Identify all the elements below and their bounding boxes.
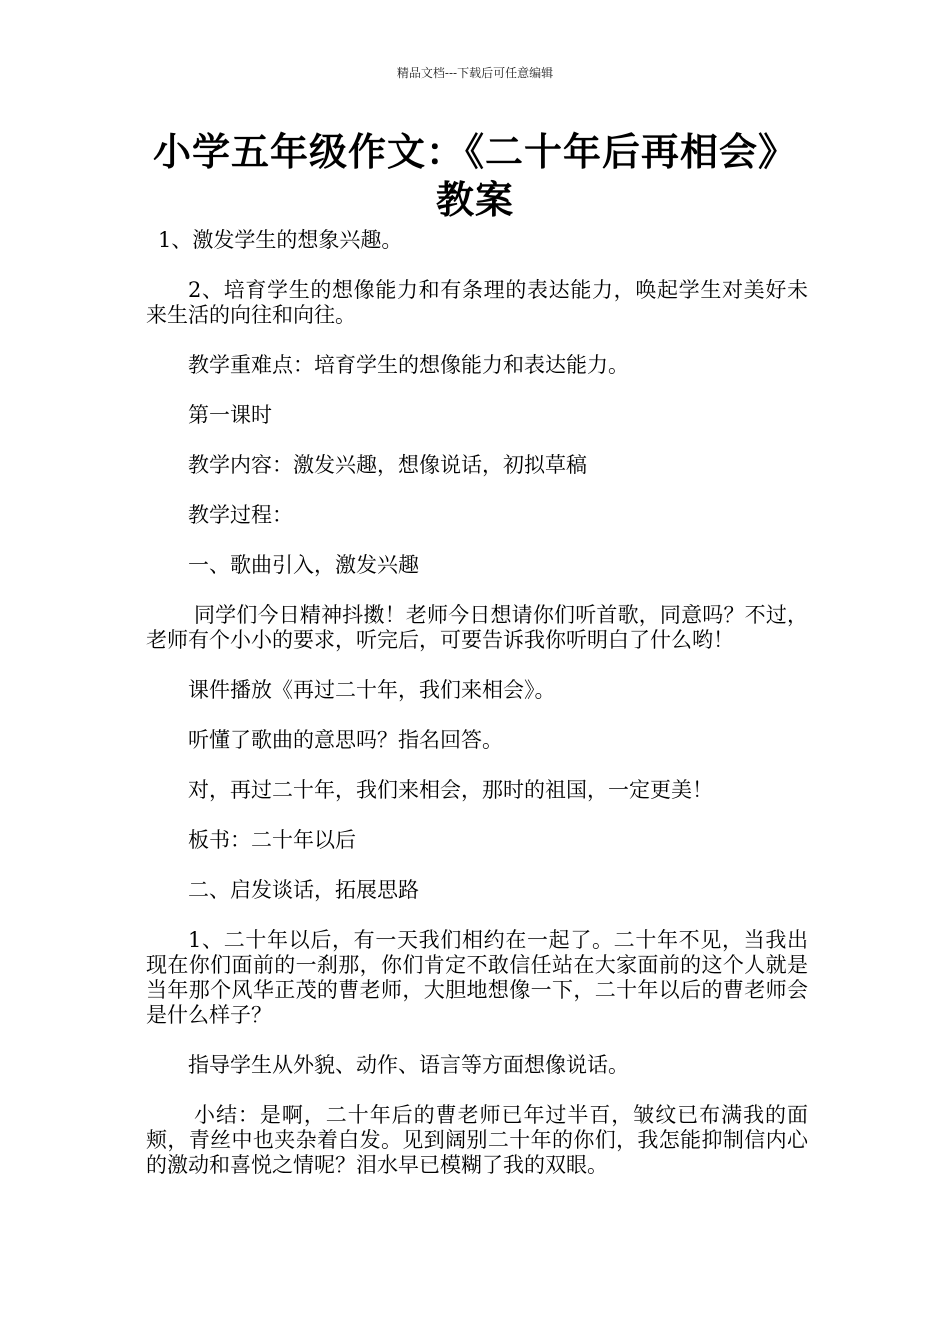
section-1-paragraph: 同学们今日精神抖擞！老师今日想请你们听首歌，同意吗？不过，老师有个小小的要求，听完后，可要告诉我你听明白了什么哟！	[146, 603, 808, 652]
page-header-note: 精品文档---下载后可任意编辑	[396, 66, 554, 80]
key-difficulty: 教学重难点：培育学生的想像能力和表达能力。	[188, 353, 629, 377]
courseware-line: 课件播放《再过二十年，我们来相会》。	[188, 678, 556, 702]
objective-2: 2、培育学生的想像能力和有条理的表达能力，唤起学生对美好未来生活的向往和向往。	[146, 278, 808, 327]
section-1-heading: 一、歌曲引入，激发兴趣	[188, 553, 419, 577]
summary-paragraph: 小结：是啊，二十年后的曹老师已年过半百，皱纹已布满我的面颊，青丝中也夹杂着白发。见到阔别二十年的你们，我怎能抑制信内心的激动和喜悦之情呢？泪水早已模糊了我的双眼。	[146, 1103, 808, 1177]
lesson-heading: 第一课时	[188, 403, 272, 427]
document-title	[120, 128, 830, 224]
objective-1: 1、激发学生的想象兴趣。	[158, 228, 403, 252]
section-2-paragraph: 1、二十年以后，有一天我们相约在一起了。二十年不见，当我出现在你们面前的一刹那，你们肯定不敢信任站在大家面前的这个人就是当年那个风华正茂的曹老师，大胆地想像一下，二十年以后的曹老师会是什么样子？	[146, 928, 808, 1027]
section-2-heading: 二、启发谈话，拓展思路	[188, 878, 419, 902]
question-line: 听懂了歌曲的意思吗？指名回答。	[188, 728, 503, 752]
title-line-2: 教案	[435, 177, 514, 222]
document-body	[146, 228, 808, 1203]
process-heading: 教学过程：	[188, 503, 293, 527]
title-line-1: 小学五年级作文：《二十年后再相会》	[152, 129, 797, 174]
guidance-line: 指导学生从外貌、动作、语言等方面想像说话。	[188, 1053, 629, 1077]
board-note: 板书：二十年以后	[188, 828, 356, 852]
answer-line: 对，再过二十年，我们来相会，那时的祖国，一定更美！	[188, 778, 713, 802]
lesson-content: 教学内容：激发兴趣，想像说话，初拟草稿	[188, 453, 587, 477]
